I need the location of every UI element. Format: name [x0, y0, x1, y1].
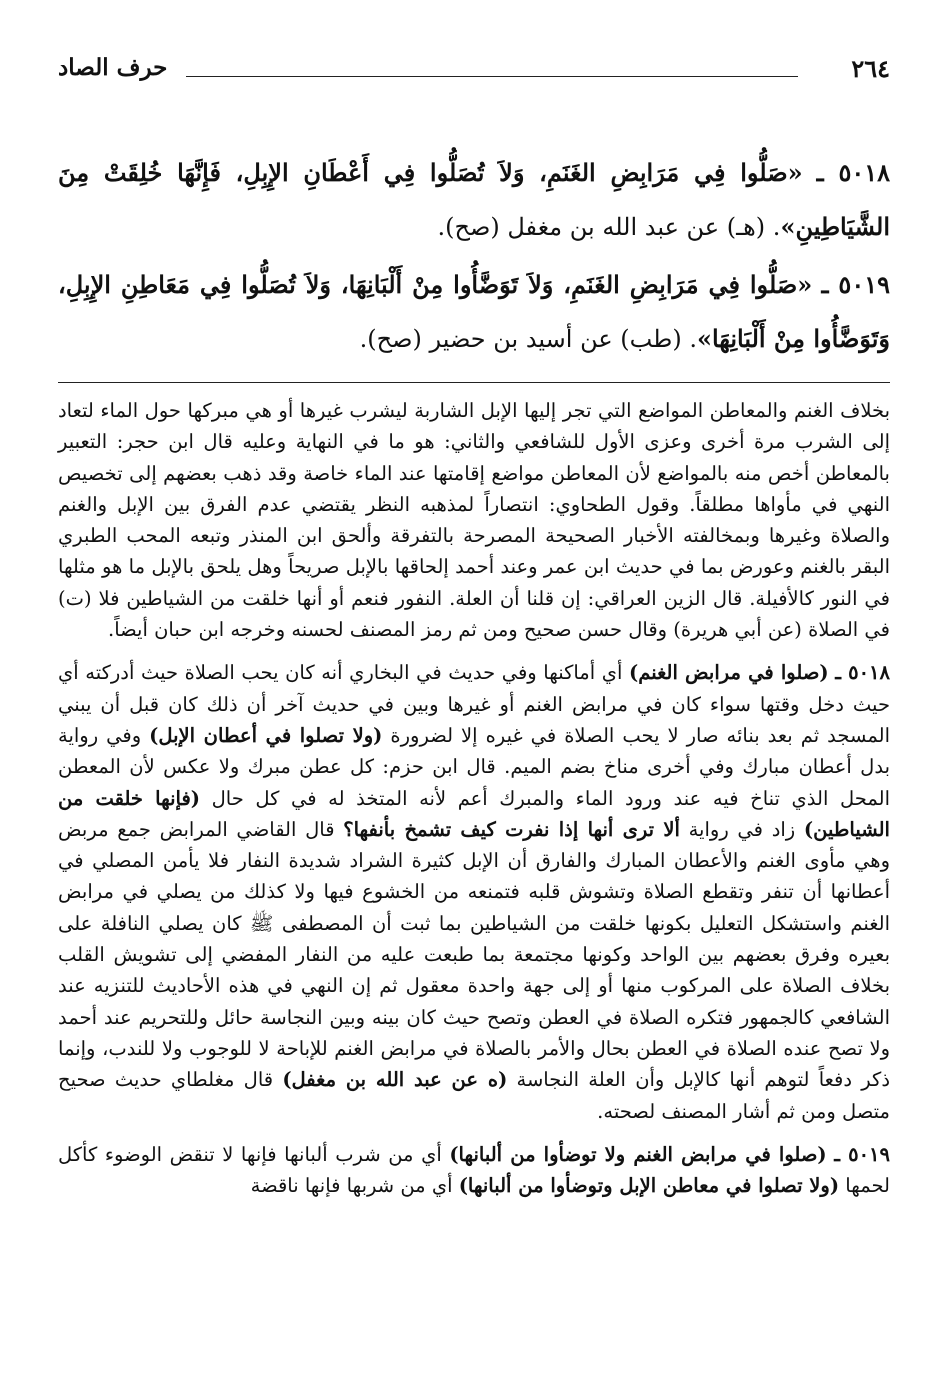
commentary-text: أي أماكنها وفي حديث في البخاري أنه كان يحب الصلاة حيث أدركته أي حيث دخل وقتها سواء كان في مرابض الغنم أو غيرها وبين في حديث آخر أن ذلك كان قبل أن يبني المسجد ثم بعد بنائه صار لا يحب الصلاة في غيره إلا لضرورة	[58, 661, 890, 747]
book-page	[58, 38, 890, 1213]
commentary-5019	[58, 1139, 890, 1202]
commentary-5018	[58, 657, 890, 1126]
commentary-text: قال القاضي المرابض جمع مربض وهي مأوى الغنم والأعطان المبارك والفارق أن الإبل كثيرة الشراد شديدة النفار فلا يأمن المصلي في أعطانها أن تنفر وتقطع الصلاة وتشوش قلبه فتمنعه من الخشوع فيها ولا كذلك من يصلي في مرابض الغنم واستشكل التعليل بكونها خلقت من الشياطين بما ثبت أن المصطفى ﷺ كان يصلي النافلة على بعيره وفرق بعضهم بين الواحد وكونها مجتمعة بما طبعت عليه من النفار المفضي إلى تشويش القلب بخلاف الصلاة على المركوب منها أو إلى جهة واحدة معقول ثم إن النهي في هذه الأحاديث للتنزيه عند الشافعي كالجمهور فتكره الصلاة في العطن وتصح حيث كان بينه وبين النجاسة حائل وللتحريم عند أحمد ولا تصح عنده الصلاة في العطن بحال والأمر بالصلاة في مرابض الغنم للإباحة لا للوجوب ولا للندب، وإنما ذكر دفعاً لتوهم أنها كالإبل وأن العلة النجاسة	[58, 817, 891, 1092]
commentary-continuation: بخلاف الغنم والمعاطن المواضع التي تجر إليها الإبل الشاربة ليشرب غيرها أو هي مبركها حول الماء لتعاد إلى الشرب مرة أخرى وعزى الأول للشافعي والثاني: هو ما في النهاية وعليه قال ابن حجر: التعبير بالمعاطن أخص منه بالمواضع لأن المعاطن مواضع إقامتها عند الماء خاصة وقد ذهب بعضهم إلى تخصيص النهي في مأواها مطلقاً. وقول الطحاوي: انتصاراً لمذهبه النظر يقتضي عدم الفرق بين الإبل والغنم والصلاة وغيرها وبمخالفته الأخبار الصحيحة المصرحة بالتفرقة وألحق ابن المنذر وتبعه المحب الطبري البقر بالغنم وعورض بما في حديث ابن عمر وعند أحمد إلحاقها بالإبل صريحاً وهل يلحق بالإبل ما هو مثلها في النور كالأفيلة. قال الزين العراقي: إن قلنا أن العلة. النفور فنعم أو أنها خلقت من الشياطين فلا (ت) في الصلاة (عن أبي هريرة) وقال حسن صحيح ومن ثم رمز المصنف لحسنه وخرجه ابن حبان أيضاً.	[58, 399, 890, 642]
commentary-number: ٥٠١٩ ـ	[834, 1142, 890, 1166]
commentary-section	[58, 395, 890, 1201]
lemma: (ه عن عبد الله بن مغفل)	[282, 1068, 508, 1092]
running-title: حرف الصاد	[58, 54, 168, 81]
commentary-number: ٥٠١٨ ـ	[835, 661, 890, 685]
commentary-text: زاد في رواية	[679, 817, 804, 841]
hadith-number: ٥٠١٨ ـ	[816, 158, 890, 187]
lemma: (صلوا في مرابض الغنم)	[629, 661, 829, 685]
hadith-5019	[58, 258, 890, 366]
hadith-5018	[58, 146, 890, 254]
hadith-matn: «صَلُّوا فِي مَرَابِضِ الغَنَمِ، وَلاَ تَوَضَّأُوا مِنْ أَلْبَانِهَا، وَلاَ تُصَلُّوا فِي مَعَاطِنِ الإِبِلِ، وَتَوَضَّأُوا مِنْ أَلْبَانِهَا»	[58, 270, 890, 353]
commentary-text: أي من شربها فإنها ناقضة	[250, 1174, 459, 1198]
lemma: (ولا تصلوا في معاطن الإبل وتوضأوا من ألبانها)	[458, 1174, 840, 1198]
hadith-source: . (طب) عن أسيد بن حضير (صح).	[359, 325, 697, 353]
lemma: (ولا تصلوا في أعطان الإبل)	[149, 723, 383, 747]
header-rule	[186, 76, 798, 77]
lemma: ألا ترى أنها إذا نفرت كيف تشمخ بأنفها؟	[343, 817, 680, 841]
page-number: ٢٦٤	[851, 54, 890, 83]
commentary-text: وفي رواية بدل أعطان مبارك وفي أخرى مناخ بضم الميم. قال ابن حزم: كل عطن مبرك ولا عكس لأن المعطن المحل الذي تناخ فيه عند ورود الماء والمبرك أعم لأنه المتخذ له في كل حال	[58, 723, 890, 810]
hadith-matn: «صَلُّوا فِي مَرَابِضِ الغَنَمِ، وَلاَ تُصَلُّوا فِي أَعْطَانِ الإِبِلِ، فَإِنَّهَا خُلِقَتْ مِنَ الشَّيَاطِينِ»	[58, 158, 890, 241]
lemma: (صلوا في مرابض الغنم ولا توضأوا من ألبانها)	[449, 1142, 827, 1166]
lemma: (فإنها خلقت من الشياطين)	[58, 786, 890, 841]
hadith-main-text	[58, 146, 890, 366]
hadith-number: ٥٠١٩ ـ	[821, 270, 890, 299]
commentary-text: أي من شرب ألبانها فإنها لا تنقض الوضوء كأكل لحمها	[58, 1142, 890, 1198]
commentary-text: قال مغلطاي حديث صحيح متصل ومن ثم أشار المصنف لصحته.	[58, 1068, 890, 1123]
page-header	[58, 38, 890, 84]
commentary-separator	[58, 382, 890, 383]
hadith-source: . (هـ) عن عبد الله بن مغفل (صح).	[437, 213, 781, 241]
